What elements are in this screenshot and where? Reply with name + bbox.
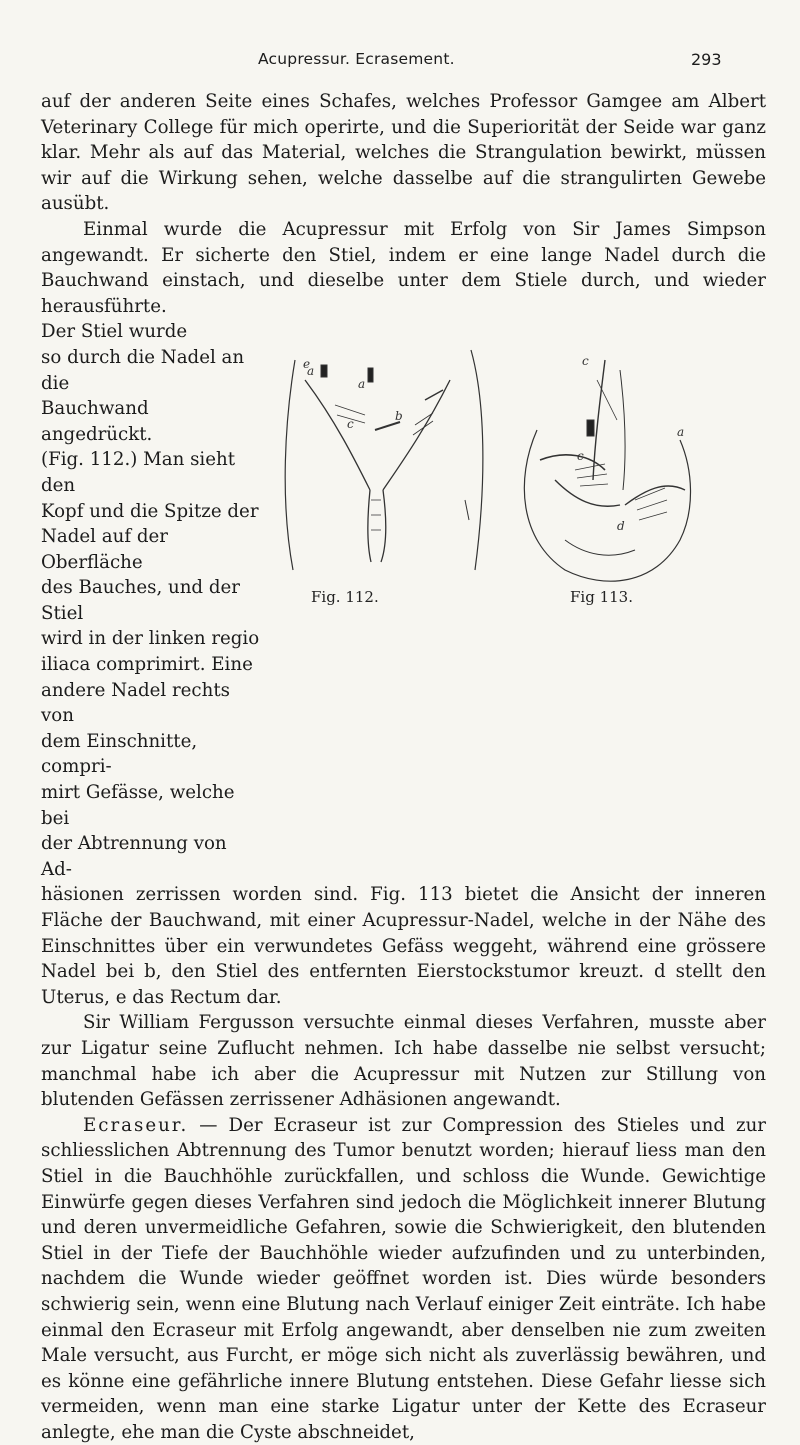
figure-area (275, 340, 715, 640)
narrow-line: wird in der linken regio (41, 628, 260, 650)
narrow-line: Bauchwand angedrückt. (41, 398, 153, 445)
body-text (41, 89, 766, 1445)
fig112-letter-a: a (307, 364, 315, 378)
paragraph-3: Sir William Fergusson versuchte einmal dieses Verfahren, musste aber zur Ligatur seine Zuflucht nehmen. Ich habe dasselbe nie selbst versucht; manchmal habe ich aber die Acupressur mit Nutzen zur Stillung von blutenden Gefässen zerrissener Adhäsionen angewandt. (41, 1012, 766, 1111)
narrow-line: (Fig. 112.) Man sieht den (41, 449, 236, 496)
narrow-line: Nadel auf der Oberfläche (41, 526, 168, 573)
figure-113 (524, 360, 690, 581)
narrow-line: andere Nadel rechts von (41, 679, 230, 727)
fig112-letter-b: b (395, 409, 403, 423)
figures-illustration (275, 340, 715, 640)
section-heading-ecraseur: Ecraseur. (83, 1114, 189, 1136)
narrow-line: iliaca comprimirt. Eine (41, 654, 253, 676)
fig113-letter-c: c (582, 354, 589, 368)
fig112-caption: Fig. 112. (311, 588, 379, 606)
paragraph-4 (41, 1113, 766, 1445)
paragraph-2-continued: häsionen zerrissen worden sind. Fig. 113 bietet die Ansicht der inneren Fläche der Bauchwand, mit einer Acupressur-Nadel, welche in der Nähe des Einschnittes über ein verwundetes Gefäss weggeht, während eine grössere Nadel bei b, den Stiel des entfernten Eierstockstumor kreuzt. d stellt den Uterus, e das Rectum dar. (41, 884, 766, 1008)
figure-112 (285, 350, 483, 570)
narrow-line: der Abtrennung von Ad- (41, 833, 227, 880)
paragraph-2-narrow-column (41, 319, 261, 882)
narrow-line: dem Einschnitte, compri- (41, 730, 198, 778)
page-number: 293 (691, 50, 722, 69)
fig112-letter-a2: a (358, 377, 366, 391)
fig112-letter-e: e (303, 357, 311, 371)
page-header (0, 50, 800, 80)
narrow-line: mirt Gefässe, welche bei (41, 782, 235, 829)
narrow-line: des Bauches, und der Stiel (41, 577, 240, 624)
paragraph-2: Einmal wurde die Acupressur mit Erfolg von Sir James Simpson angewandt. Er sicherte den Stiel, indem er eine lange Nadel durch die Bauchwand einstach, und dieselbe unter dem Stiele durch, und wieder herausführte. (41, 218, 766, 317)
narrow-line: Kopf und die Spitze der (41, 500, 259, 522)
paragraph-4-text: — Der Ecraseur ist zur Compression des Stieles und zur schliesslichen Abtrennung des Tumor benutzt worden; hierauf liess man den Stiel in die Bauchhöhle zurückfallen, und schloss die Wunde. Gewichtige Einwürfe gegen dieses Verfahren sind jedoch die Möglichkeit innerer Blutung und deren unvermeidliche Gefahren, sowie die Schwierigkeit, den blutenden Stiel in der Tiefe der Bauchhöhle wieder aufzufinden und zu unterbinden, nachdem die Wunde wieder geöffnet worden ist. Dies würde besonders schwierig sein, wenn eine Blutung nach Verlauf einiger Zeit einträte. Ich habe einmal den Ecraseur mit Erfolg angewandt, aber denselben nie zum zweiten Male versucht, aus Furcht, er möge sich nicht als zuverlässig bewähren, und es könne eine gefährliche innere Blutung entstehen. Diese Gefahr liesse sich vermeiden, wenn man eine starke Ligatur unter der Kette des Ecraseur anlegte, ehe man die Cyste abschneidet, (41, 1114, 766, 1443)
fig113-letter-c2: c (577, 449, 584, 463)
narrow-line: so durch die Nadel an die (41, 346, 245, 394)
fig113-caption: Fig 113. (570, 588, 633, 606)
fig113-letter-d: d (617, 519, 625, 533)
fig112-letter-c: c (347, 417, 354, 431)
running-title: Acupressur. Ecrasement. (258, 50, 455, 68)
fig113-letter-a: a (677, 425, 685, 439)
paragraph-1: auf der anderen Seite eines Schafes, welches Professor Gamgee am Albert Veterinary College für mich operirte, und die Superiorität der Seide war ganz klar. Mehr als auf das Material, welches die Strangulation bewirkt, müssen wir auf die Wirkung sehen, welche dasselbe auf die strangulirten Gewebe ausübt. (41, 91, 766, 215)
narrow-line: Der Stiel wurde (41, 321, 188, 343)
